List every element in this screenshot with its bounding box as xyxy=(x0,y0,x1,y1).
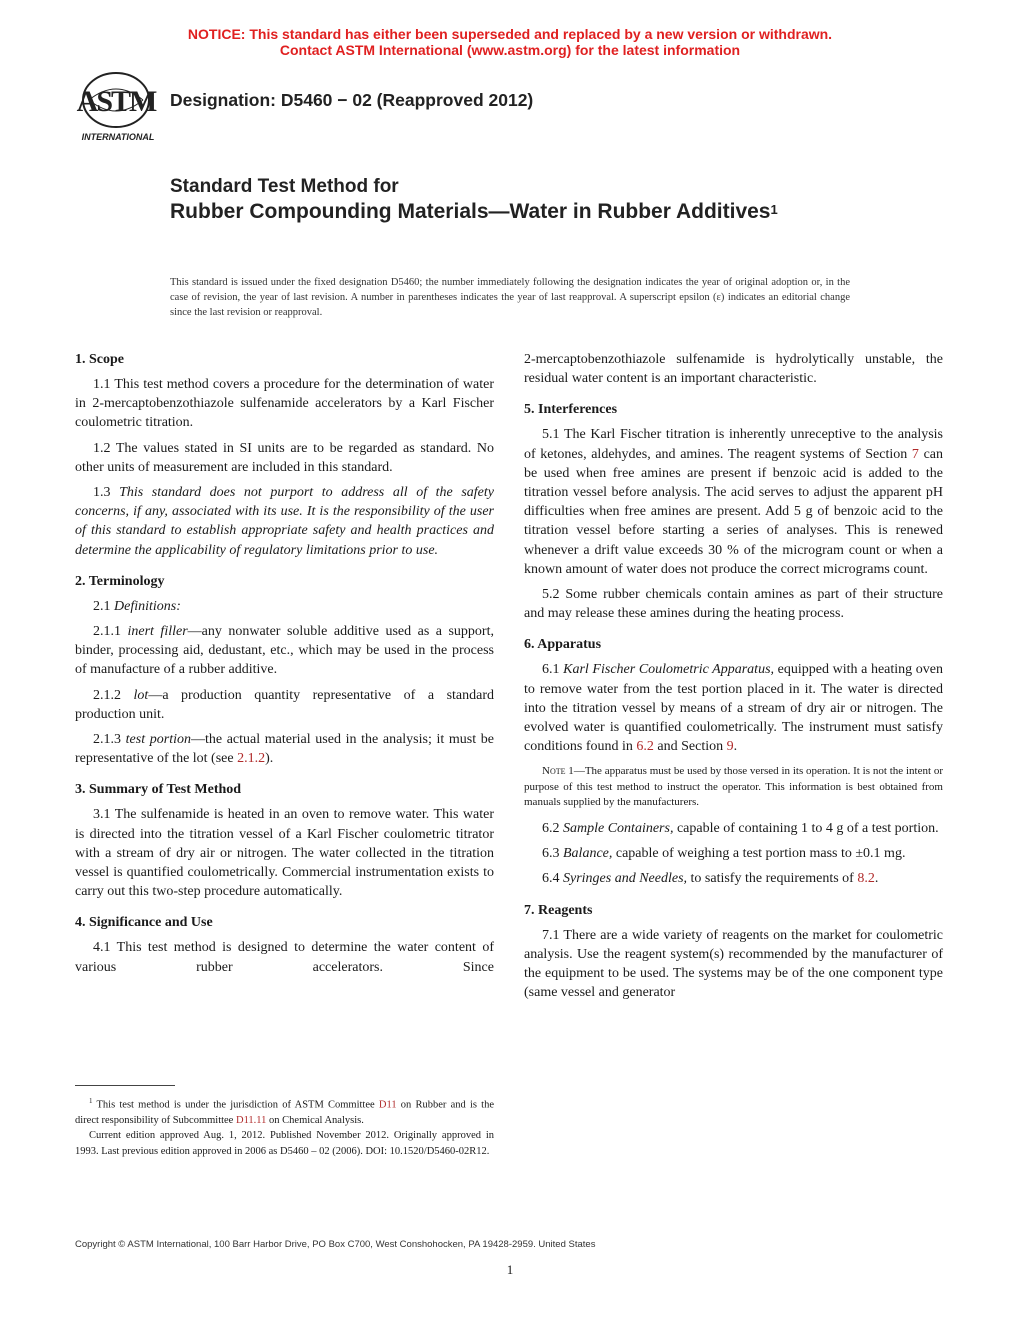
term-lot: lot xyxy=(133,687,149,703)
logo-subtitle: INTERNATIONAL xyxy=(81,132,155,142)
section-summary-heading: 3. Summary of Test Method xyxy=(75,782,242,798)
title-line-1: Standard Test Method for xyxy=(170,176,399,197)
note-1-label: Note 1 xyxy=(542,765,574,778)
para-6-1-text: equipped with a heating oven to remove water from the test portion placed in it. The water is directed into the titration vessel by means of a stream of dry air or nitrogen. The evolved water is quantified coulometrically. The instrument must satisfy conditions found in xyxy=(524,662,943,755)
para-6-1-end: . xyxy=(733,739,738,755)
footnote-mark: 1 xyxy=(89,1097,93,1105)
link-subcommittee-d11-11[interactable]: D11.11 xyxy=(235,1114,267,1126)
footnote-1 xyxy=(75,1094,494,1128)
para-6-3-num: 6.3 xyxy=(542,846,560,862)
term-balance: Balance, xyxy=(563,846,613,862)
para-1-2: 1.2 The values stated in SI units are to be regarded as standard. No other units of measurement are included in this standard. xyxy=(75,440,494,475)
para-4-1b: 2-mercaptobenzothiazole sulfenamide is hydrolytically unstable, the residual water content is an important characteristic. xyxy=(524,352,943,387)
para-5-1 xyxy=(524,425,943,579)
page-number: 1 xyxy=(506,1262,514,1277)
footnote-1-text-c: on Chemical Analysis. xyxy=(266,1114,364,1126)
para-1-1: 1.1 This test method covers a procedure for the determination of water in 2-mercaptobenzothiazole sulfenamide accelerators by a Karl Fischer coulometric titration. xyxy=(75,377,494,431)
para-5-2: 5.2 Some rubber chemicals contain amines as part of their structure and may release these amines during the heating process. xyxy=(524,587,943,622)
para-2-1-3-end: ). xyxy=(265,751,274,767)
logo-letters: ASTM xyxy=(76,85,156,118)
term-syringes: Syringes and Needles, xyxy=(563,871,688,887)
title-footnote-mark: 1 xyxy=(770,202,778,217)
footnote-rule xyxy=(75,1085,175,1086)
para-7-1: 7.1 There are a wide variety of reagents on the market for coulometric analysis. Use the reagent system(s) recommended by the manufacturer of the equipment to be used. The systems may be of the one component type (same vessel and generator xyxy=(524,927,943,1001)
intro-paragraph: This standard is issued under the fixed designation D5460; the number immediately following the designation indicates the year of original adoption or, in the case of revision, the year of last revision. A number in parentheses indicates the year of last reapproval. A superscript epsilon (ε) indicates an editorial change since the last revision or reapproval. xyxy=(170,277,850,318)
para-6-4-num: 6.4 xyxy=(542,871,560,887)
para-2-1-1-text: —any nonwater soluble additive used as a support, binder, processing aid, dedustant, etc., which may be used in the process of manufacture of a rubber additive. xyxy=(75,624,494,678)
link-2-1-2[interactable]: 2.1.2 xyxy=(237,751,266,767)
astm-logo-icon xyxy=(76,70,160,146)
para-6-2 xyxy=(524,819,943,838)
para-1-3-text: This standard does not purport to address all of the safety concerns, if any, associated with its use. It is the responsibility of the user of this standard to establish appropriate safety and health practices and determine the applicability of regulatory limitations prior to use. xyxy=(75,485,495,558)
para-6-2-num: 6.2 xyxy=(542,820,560,836)
para-6-4-end: . xyxy=(874,871,879,887)
para-3-1: 3.1 The sulfenamide is heated in an oven to remove water. This water is directed into the titration vessel of a Karl Fischer coulometric titrator with a stream of dry air or nitrogen. The water collected in the titration vessel is quantified coulometrically. Commercial instrumentation exists to carry out this two-step procedure automatically. xyxy=(75,807,494,900)
title-main: Rubber Compounding Materials—Water in Rubber Additives xyxy=(170,200,771,223)
title-line-2 xyxy=(170,199,850,225)
para-2-1-num: 2.1 xyxy=(93,598,111,614)
para-6-1-mid: and Section xyxy=(653,739,727,755)
footnote-1-text-a: This test method is under the jurisdiction of ASTM Committee xyxy=(92,1099,379,1111)
link-section-7[interactable]: 7 xyxy=(911,446,919,462)
section-significance-heading: 4. Significance and Use xyxy=(75,915,213,931)
para-6-4-text: to satisfy the requirements of xyxy=(687,871,858,887)
note-1-text: —The apparatus must be used by those versed in its operation. It is not the intent or purpose of this test method to instruct the operator. This information is best obtained from manuals supplied by the manufacturers. xyxy=(524,765,943,809)
para-2-1-2-num: 2.1.2 xyxy=(93,687,121,703)
para-6-3 xyxy=(524,844,943,863)
para-1-3-num: 1.3 xyxy=(93,485,111,501)
section-terminology-heading: 2. Terminology xyxy=(75,573,165,589)
link-6-2[interactable]: 6.2 xyxy=(636,739,654,755)
para-2-1-1-num: 2.1.1 xyxy=(93,624,121,640)
notice-line-2: Contact ASTM International (www.astm.org) for the latest information xyxy=(279,42,741,58)
note-1 xyxy=(524,764,943,811)
footnote xyxy=(75,1094,494,1159)
term-inert-filler: inert filler xyxy=(127,624,188,640)
para-6-1-num: 6.1 xyxy=(542,662,560,678)
para-1-3 xyxy=(75,483,494,560)
para-2-1-2-text: —a production quantity representative of a standard production unit. xyxy=(75,687,494,722)
left-column xyxy=(75,350,494,983)
para-2-1-text: Definitions: xyxy=(114,598,181,614)
para-6-1 xyxy=(524,660,943,756)
para-4-1a: 4.1 This test method is designed to determine the water content of various rubber accelerators. Since xyxy=(75,940,494,975)
term-sample-containers: Sample Containers, xyxy=(563,820,674,836)
notice-line-1: NOTICE: This standard has either been superseded and replaced by a new version or withdrawn. xyxy=(187,26,833,42)
section-apparatus-heading: 6. Apparatus xyxy=(524,637,602,653)
para-2-1-1 xyxy=(75,622,494,680)
para-2-1 xyxy=(75,597,494,616)
para-5-1-text-a: 5.1 The Karl Fischer titration is inherently unreceptive to the analysis of ketones, aldehydes, and amines. The reagent systems of Section xyxy=(524,427,943,462)
para-5-1-text-b: can be used when free amines are present if benzoic acid is added to the titration vessel before analysis. The acid serves to adjust the apparent pH difficulties when free amines are present. Add 5 g of benzoic acid to the titration vessel before starting a series of analyses. This is renewed whenever a drift value exceeds 30 % of the microgram count or when a known amount of water does not produce the correct micrograms count. xyxy=(524,446,943,577)
term-test-portion: test portion xyxy=(125,732,191,748)
para-2-1-3-text: —the actual material used in the analysis; it must be representative of the lot (see xyxy=(75,732,495,767)
section-interferences-heading: 5. Interferences xyxy=(524,402,618,418)
footnote-2: Current edition approved Aug. 1, 2012. Published November 2012. Originally approved in 1993. Last previous edition approved in 2006 as D5460 – 02 (2006). DOI: 10.1520/D5460-02R12. xyxy=(75,1130,494,1157)
term-karl-fischer-apparatus: Karl Fischer Coulometric Apparatus, xyxy=(563,662,775,678)
section-scope-heading: 1. Scope xyxy=(75,352,124,367)
right-column xyxy=(524,350,943,1008)
para-2-1-3 xyxy=(75,730,494,768)
para-2-1-3-num: 2.1.3 xyxy=(93,732,121,748)
para-2-1-2 xyxy=(75,686,494,724)
para-6-4 xyxy=(524,869,943,888)
link-committee-d11[interactable]: D11 xyxy=(378,1099,397,1111)
astm-logo xyxy=(76,70,160,146)
designation: Designation: D5460 − 02 (Reapproved 2012) xyxy=(170,90,534,110)
footnote-1-text-b: on Rubber and is the direct responsibility of Subcommittee xyxy=(75,1099,495,1126)
para-6-2-text: capable of containing 1 to 4 g of a test portion. xyxy=(673,820,939,836)
section-reagents-heading: 7. Reagents xyxy=(524,902,593,918)
link-section-9[interactable]: 9 xyxy=(726,739,734,755)
copyright: Copyright © ASTM International, 100 Barr Harbor Drive, PO Box C700, West Conshohocken, PA 19428-2959. United States xyxy=(75,1239,596,1250)
para-6-3-text: capable of weighing a test portion mass to ±0.1 mg. xyxy=(612,846,906,862)
link-8-2[interactable]: 8.2 xyxy=(857,871,875,887)
